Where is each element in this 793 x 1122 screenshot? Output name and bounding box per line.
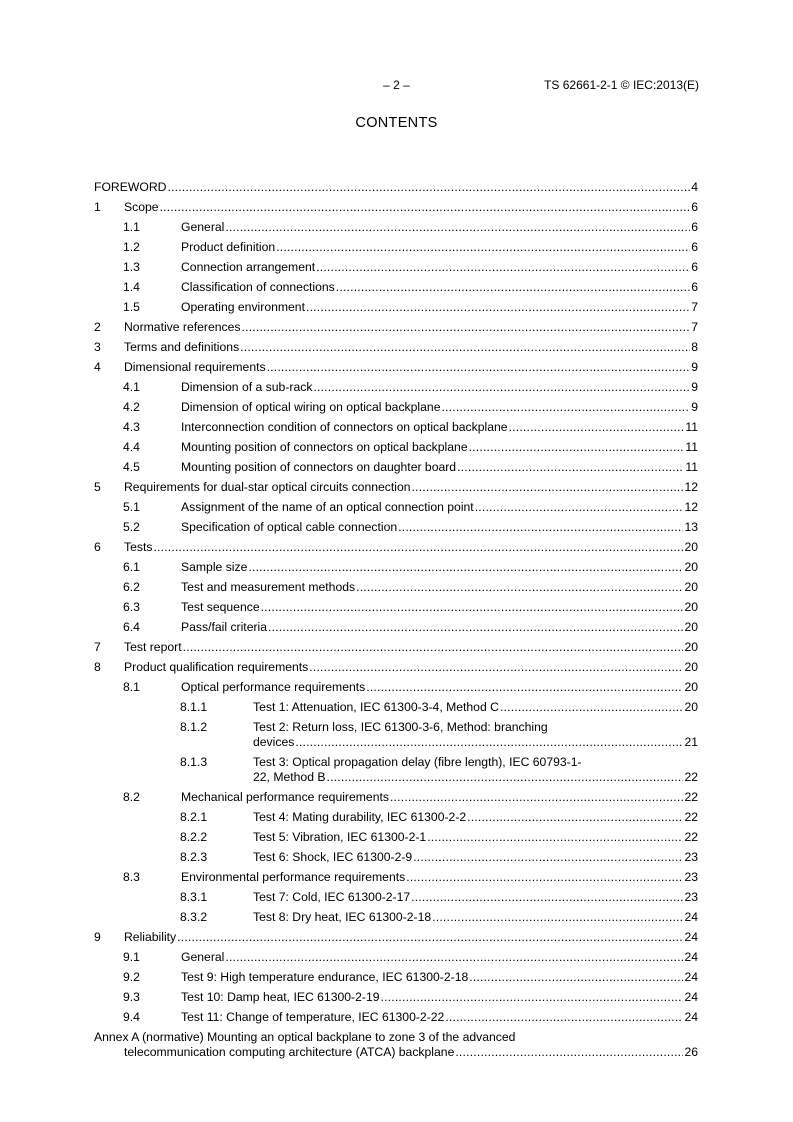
toc-entry-page: 23 [684,890,698,904]
toc-dot-leader [306,300,690,315]
toc-entry-title: Test report [124,640,182,654]
toc-entry[interactable] [94,280,698,300]
toc-entry-title: FOREWORD [94,180,167,194]
toc-dot-leader [413,850,683,865]
toc-entry-number: 8.2 [123,790,140,804]
toc-entry-number: 8.2.2 [180,830,208,844]
toc-entry[interactable] [94,180,698,200]
toc-dot-leader [268,620,683,635]
toc-entry-title: Specification of optical cable connection [181,520,398,534]
toc-entry-page: 22 [684,790,698,804]
toc-entry-page: 6 [691,260,698,274]
toc-entry-title: Sample size [181,560,248,574]
toc-entry-number: 4.5 [123,460,140,474]
toc-entry-title: Test 8: Dry heat, IEC 61300-2-18 [253,910,432,924]
toc-entry-page: 24 [684,1010,698,1024]
toc-entry-title: telecommunication computing architecture (ATCA) backplane [124,1045,455,1059]
toc-entry-number: 8.2.1 [180,810,208,824]
toc-entry-number: 8.3.2 [180,910,208,924]
toc-dot-leader [240,340,690,355]
toc-entry[interactable] [94,950,698,970]
toc-entry[interactable] [94,500,698,520]
toc-entry-number: 1.3 [123,260,140,274]
toc-dot-leader [445,1010,683,1025]
toc-entry-number: 9.4 [123,1010,140,1024]
toc-dot-leader [432,910,683,925]
toc-entry-page: 20 [684,600,698,614]
toc-entry-title: Mounting position of connectors on optical backplane [181,440,468,454]
toc-dot-leader [509,420,685,435]
toc-entry-page: 20 [684,540,698,554]
toc-entry-number: 6.2 [123,580,140,594]
toc-dot-leader [153,540,683,555]
toc-entry-number: 8.1.3 [180,755,208,769]
toc-dot-leader [183,640,684,655]
toc-entry-number: 4.4 [123,440,140,454]
toc-entry[interactable] [94,930,698,950]
toc-entry[interactable] [94,440,698,460]
toc-entry[interactable] [94,890,698,910]
toc-dot-leader [327,770,684,785]
toc-entry-title: Test 9: High temperature endurance, IEC 61300-2-18 [181,970,469,984]
toc-entry-title: Optical performance requirements [181,680,366,694]
toc-dot-leader [160,200,691,215]
toc-entry[interactable] [94,480,698,500]
toc-entry-number: 8.3.1 [180,890,208,904]
toc-entry[interactable] [94,220,698,240]
toc-entry-title: Dimension of a sub-rack [181,380,313,394]
toc-entry[interactable] [94,1030,698,1066]
toc-entry-number: 3 [94,340,101,354]
toc-dot-leader [457,460,684,475]
toc-entry-title-line: Annex A (normative) Mounting an optical backplane to zone 3 of the advanced [94,1030,516,1044]
toc-entry[interactable] [94,380,698,400]
toc-entry[interactable] [94,1010,698,1030]
toc-entry-page: 22 [684,830,698,844]
toc-entry-page: 4 [691,180,698,194]
toc-entry-title-line: Test 2: Return loss, IEC 61300-3-6, Method: branching [253,720,548,734]
toc-entry-title: Environmental performance requirements [181,870,406,884]
toc-entry-page: 11 [685,460,698,474]
toc-entry[interactable] [94,720,698,755]
toc-dot-leader [455,1045,683,1060]
toc-dot-leader [167,180,690,195]
toc-entry[interactable] [94,300,698,320]
toc-entry-page: 20 [684,560,698,574]
toc-entry-page: 13 [684,520,698,534]
toc-dot-leader [381,990,684,1005]
toc-entry-number: 5 [94,480,101,494]
page-number: – 2 – [383,78,410,92]
toc-entry[interactable] [94,700,698,720]
toc-entry[interactable] [94,360,698,380]
toc-entry-title: Test 5: Vibration, IEC 61300-2-1 [253,830,427,844]
toc-entry-page: 7 [691,300,698,314]
toc-entry-title: Tests [124,540,153,554]
toc-entry-number: 4.3 [123,420,140,434]
toc-entry-page: 24 [684,930,698,944]
toc-dot-leader [406,870,683,885]
toc-entry-number: 9.2 [123,970,140,984]
toc-entry-title: devices [253,735,295,749]
toc-entry[interactable] [94,580,698,600]
toc-entry-page: 20 [684,700,698,714]
toc-dot-leader [366,680,683,695]
toc-entry[interactable] [94,790,698,810]
toc-dot-leader [309,660,683,675]
toc-entry-number: 8.1.2 [180,720,208,734]
toc-entry-page: 20 [684,640,698,654]
toc-dot-leader [261,600,684,615]
toc-entry-title: Assignment of the name of an optical connection point [181,500,474,514]
toc-entry-page: 12 [684,500,698,514]
toc-entry[interactable] [94,660,698,680]
toc-entry-title: Operating environment [181,300,305,314]
toc-dot-leader [411,890,683,905]
toc-entry-page: 24 [684,990,698,1004]
toc-entry-page: 26 [684,1045,698,1059]
toc-entry-title: Product qualification requirements [124,660,309,674]
toc-entry-number: 5.2 [123,520,140,534]
toc-entry-title: General [181,220,225,234]
toc-dot-leader [276,240,690,255]
toc-dot-leader [316,260,690,275]
toc-entry-number: 1.5 [123,300,140,314]
toc-entry[interactable] [94,460,698,480]
toc-entry-number: 4.2 [123,400,140,414]
toc-dot-leader [248,560,683,575]
toc-dot-leader [313,380,690,395]
toc-entry-title: Test 1: Attenuation, IEC 61300-3-4, Method C [253,700,499,714]
toc-entry-title-line: Test 3: Optical propagation delay (fibre length), IEC 60793-1- [253,755,582,769]
toc-entry-number: 8.3 [123,870,140,884]
toc-entry-number: 7 [94,640,101,654]
toc-dot-leader [225,220,690,235]
toc-entry-page: 9 [691,380,698,394]
toc-entry-page: 8 [691,340,698,354]
toc-entry-number: 6.4 [123,620,140,634]
toc-entry[interactable] [94,560,698,580]
toc-entry[interactable] [94,260,698,280]
toc-dot-leader [336,280,690,295]
toc-entry-title: Mechanical performance requirements [181,790,389,804]
toc-entry-page: 20 [684,620,698,634]
toc-dot-leader [242,320,691,335]
toc-dot-leader [469,440,685,455]
toc-dot-leader [390,790,683,805]
toc-dot-leader [177,930,683,945]
table-of-contents [94,180,698,1066]
toc-entry-title: Normative references [124,320,241,334]
toc-entry[interactable] [94,420,698,440]
toc-entry-title: Test and measurement methods [181,580,356,594]
toc-entry-page: 24 [684,950,698,964]
toc-entry-page: 12 [684,480,698,494]
document-reference: TS 62661-2-1 © IEC:2013(E) [544,78,699,92]
toc-entry-number: 9.1 [123,950,140,964]
toc-entry[interactable] [94,755,698,790]
toc-entry-title: Dimension of optical wiring on optical backplane [181,400,441,414]
toc-entry-title: Pass/fail criteria [181,620,268,634]
toc-entry-number: 5.1 [123,500,140,514]
toc-entry-title: Test 6: Shock, IEC 61300-2-9 [253,850,413,864]
toc-entry-page: 11 [685,420,698,434]
toc-entry-title: General [181,950,225,964]
toc-entry[interactable] [94,680,698,700]
toc-dot-leader [441,400,690,415]
toc-entry-number: 6 [94,540,101,554]
toc-entry-number: 1.4 [123,280,140,294]
toc-entry[interactable] [94,340,698,360]
toc-entry-title: Product definition [181,240,276,254]
toc-entry-page: 22 [684,810,698,824]
toc-entry[interactable] [94,850,698,870]
toc-entry[interactable] [94,600,698,620]
toc-entry-number: 8 [94,660,101,674]
toc-entry[interactable] [94,640,698,660]
toc-entry-page: 23 [684,870,698,884]
toc-entry-title: Scope [124,200,159,214]
toc-dot-leader [398,520,683,535]
toc-entry[interactable] [94,400,698,420]
toc-entry-title: Test 7: Cold, IEC 61300-2-17 [253,890,411,904]
toc-entry-title: Test 4: Mating durability, IEC 61300-2-2 [253,810,467,824]
toc-entry-title: 22, Method B [253,770,326,784]
toc-entry-number: 9 [94,930,101,944]
toc-entry-page: 9 [691,360,698,374]
toc-entry-page: 9 [691,400,698,414]
toc-entry-title: Mounting position of connectors on daughter board [181,460,457,474]
toc-entry-page: 20 [684,680,698,694]
toc-entry[interactable] [94,540,698,560]
toc-entry-title: Reliability [124,930,177,944]
toc-entry-page: 21 [684,735,698,749]
toc-dot-leader [412,480,684,495]
toc-entry-page: 6 [691,280,698,294]
page-title: CONTENTS [355,115,438,131]
toc-entry-title: Classification of connections [181,280,335,294]
toc-entry[interactable] [94,320,698,340]
toc-entry-page: 7 [691,320,698,334]
toc-entry[interactable] [94,520,698,540]
toc-dot-leader [295,735,683,750]
toc-entry-page: 6 [691,240,698,254]
toc-entry[interactable] [94,870,698,890]
toc-dot-leader [467,810,683,825]
toc-entry-number: 6.3 [123,600,140,614]
toc-entry-number: 8.1.1 [180,700,208,714]
toc-entry[interactable] [94,830,698,850]
toc-entry-number: 8.1 [123,680,140,694]
toc-entry-page: 24 [684,910,698,924]
toc-entry[interactable] [94,200,698,220]
toc-entry-title: Requirements for dual-star optical circuits connection [124,480,411,494]
toc-entry-page: 6 [691,200,698,214]
toc-entry-title: Interconnection condition of connectors on optical backplane [181,420,508,434]
toc-dot-leader [225,950,683,965]
toc-entry-page: 11 [685,440,698,454]
toc-entry[interactable] [94,620,698,640]
toc-entry-page: 20 [684,580,698,594]
toc-entry-page: 24 [684,970,698,984]
toc-dot-leader [356,580,683,595]
toc-entry-title: Dimensional requirements [124,360,266,374]
toc-entry-number: 6.1 [123,560,140,574]
toc-dot-leader [500,700,684,715]
toc-entry-page: 22 [684,770,698,784]
toc-entry-title: Test 11: Change of temperature, IEC 61300-2-22 [181,1010,445,1024]
toc-entry-number: 4 [94,360,101,374]
toc-entry-number: 1 [94,200,101,214]
toc-entry-number: 1.1 [123,220,140,234]
toc-dot-leader [427,830,683,845]
toc-entry[interactable] [94,970,698,990]
toc-entry-number: 2 [94,320,101,334]
toc-entry[interactable] [94,810,698,830]
toc-dot-leader [475,500,684,515]
toc-entry-page: 20 [684,660,698,674]
toc-entry-title: Connection arrangement [181,260,316,274]
toc-entry-number: 9.3 [123,990,140,1004]
toc-entry[interactable] [94,910,698,930]
toc-entry[interactable] [94,240,698,260]
toc-entry-number: 1.2 [123,240,140,254]
toc-entry-title: Terms and definitions [124,340,240,354]
toc-entry-number: 4.1 [123,380,140,394]
toc-entry-title: Test 10: Damp heat, IEC 61300-2-19 [181,990,380,1004]
toc-entry-number: 8.2.3 [180,850,208,864]
toc-entry-page: 6 [691,220,698,234]
toc-entry-title: Test sequence [181,600,260,614]
toc-entry[interactable] [94,990,698,1010]
toc-dot-leader [267,360,691,375]
toc-dot-leader [469,970,683,985]
toc-entry-page: 23 [684,850,698,864]
